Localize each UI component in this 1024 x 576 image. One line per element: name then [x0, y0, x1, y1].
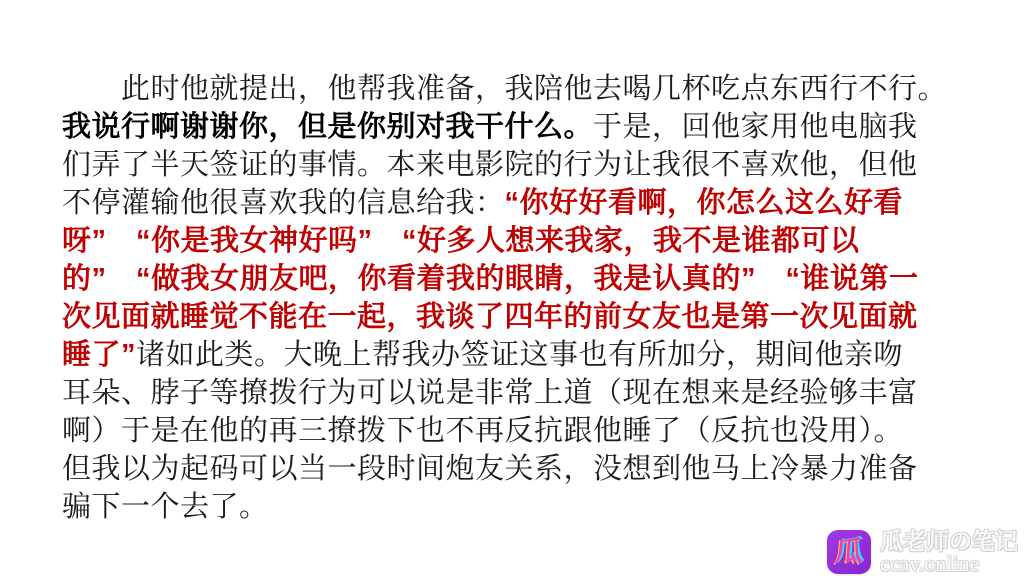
text-line: [62, 336, 972, 374]
watermark-text: [880, 529, 1018, 574]
text-line: [62, 298, 972, 336]
text-line: [62, 260, 972, 298]
story-paragraph: [62, 70, 972, 526]
text-run-normal: 但我以为起码可以当一段时间炮友关系，没想到他马上冷暴力准备: [62, 453, 918, 485]
text-run-normal: 不停灌输他很喜欢我的信息给我：: [62, 187, 505, 219]
text-line: [62, 222, 972, 260]
text-run-normal: 耳朵、脖子等撩拨行为可以说是非常上道（现在想来是经验够丰富: [62, 377, 918, 409]
text-run-red: “你好好看啊，你怎么这么好看: [504, 187, 904, 219]
watermark-logo: [827, 530, 871, 574]
text-run-red: 呀” “你是我女神好吗” “好多人想来我家，我不是谁都可以: [62, 225, 860, 257]
text-line: [62, 374, 972, 412]
text-run-red: 的” “做我女朋友吧，你看着我的眼睛，我是认真的” “谁说第一: [62, 263, 919, 295]
text-line: [62, 184, 972, 222]
watermark: [827, 529, 1018, 574]
text-line: [62, 488, 972, 526]
text-run-normal: 于是，回他家用他电脑我: [593, 111, 918, 143]
text-run-normal: 诸如此类。大晚上帮我办签证这事也有所加分，期间他亲吻: [136, 339, 904, 371]
text-run-normal: 骗下一个去了。: [62, 491, 269, 523]
text-run-bold: 我说行啊谢谢你，但是你别对我干什么。: [62, 111, 594, 143]
text-run-red: 次见面就睡觉不能在一起，我谈了四年的前女友也是第一次见面就: [62, 301, 918, 333]
melon-logo-icon: 瓜: [833, 535, 865, 567]
text-run-red: 睡了”: [62, 339, 137, 371]
text-line: [62, 450, 972, 488]
watermark-url: ccav.online: [880, 551, 980, 576]
text-run-normal: 啊）于是在他的再三撩拨下也不再反抗跟他睡了（反抗也没用）。: [62, 415, 904, 447]
text-line: [62, 412, 972, 450]
text-line: [62, 108, 972, 146]
text-line: [62, 146, 972, 184]
text-run-normal: 们弄了半天签证的事情。本来电影院的行为让我很不喜欢他，但他: [62, 149, 918, 181]
watermark-title: 瓜老师の笔记: [880, 528, 1018, 554]
text-run-normal: 此时他就提出，他帮我准备，我陪他去喝几杯吃点东西行不行。: [62, 73, 948, 105]
text-line: [62, 70, 972, 108]
